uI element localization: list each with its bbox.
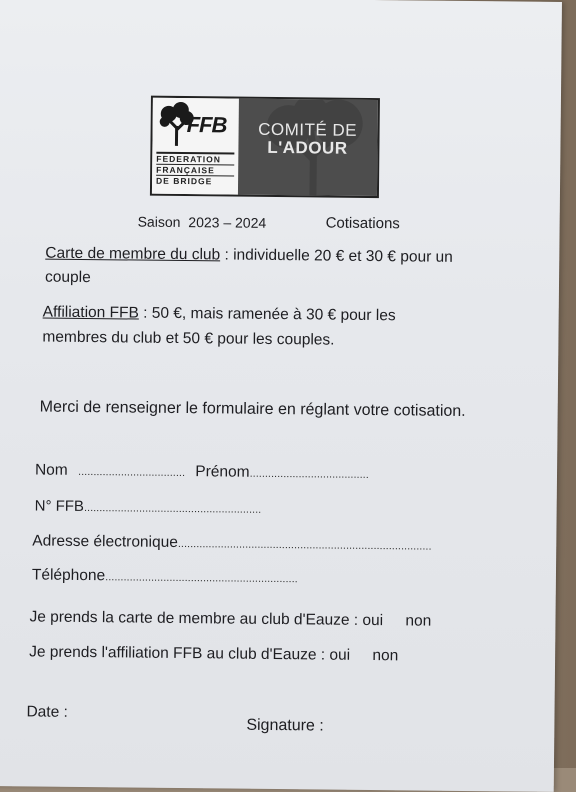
ffb-logo [152, 98, 239, 195]
comite-line1: COMITÉ DE [258, 119, 358, 140]
affil-row [29, 643, 398, 665]
prenom-label: Prénom [195, 463, 250, 481]
comite-line2: L'ADOUR [267, 137, 348, 158]
phone-label: Téléphone [31, 566, 106, 585]
affiliation-line2: membres du club et 50 € pour les couples. [42, 328, 335, 349]
phone-row [32, 566, 298, 587]
email-label: Adresse électronique [32, 532, 179, 551]
season-label: Saison [137, 213, 181, 230]
phone-field[interactable]: ............................................................... [105, 571, 298, 586]
season-line [138, 214, 267, 231]
carte-no-option[interactable]: non [405, 612, 432, 630]
membership-price: : individuelle 20 € et 30 € pour un [220, 246, 453, 266]
signature-label: Signature : [246, 716, 324, 735]
page-title: Cotisations [325, 214, 400, 233]
date-label: Date : [26, 703, 68, 721]
carte-row [29, 608, 431, 630]
membership-label: Carte de membre du club [45, 244, 221, 264]
affil-question: Je prends l'affiliation FFB au club d'Eauze : oui [29, 643, 351, 664]
ffb-comite-logo [150, 96, 380, 198]
name-row [35, 461, 369, 482]
ffb-number-field[interactable]: .......................................................... [83, 501, 262, 516]
ffb-full-name: FEDERATION FRANÇAISE DE BRIDGE [156, 152, 234, 187]
nom-label: Nom [34, 461, 68, 479]
instruction-text: Merci de renseigner le formulaire en réglant votre cotisation. [39, 398, 466, 420]
membership-line2: couple [44, 268, 91, 287]
prenom-field[interactable]: ....................................... [249, 467, 369, 481]
nom-field[interactable]: ................................... [78, 465, 186, 480]
affiliation-label: Affiliation FFB [42, 303, 139, 322]
affiliation-line1 [43, 304, 396, 326]
email-row [32, 532, 431, 554]
comite-logo [238, 99, 378, 196]
membership-line1 [45, 245, 453, 267]
carte-question: Je prends la carte de membre au club d'Eauze : oui [29, 608, 384, 630]
affil-no-option[interactable]: non [372, 647, 399, 665]
season-years: 2023 – 2024 [188, 214, 267, 231]
ffb-row [35, 497, 262, 516]
ffb-mark: FFB [186, 112, 227, 138]
affiliation-price: : 50 €, mais ramenée à 30 € pour les [138, 304, 396, 325]
email-field[interactable]: ................................................................................... [177, 537, 432, 553]
ffb-number-label: N° FFB [34, 497, 85, 515]
